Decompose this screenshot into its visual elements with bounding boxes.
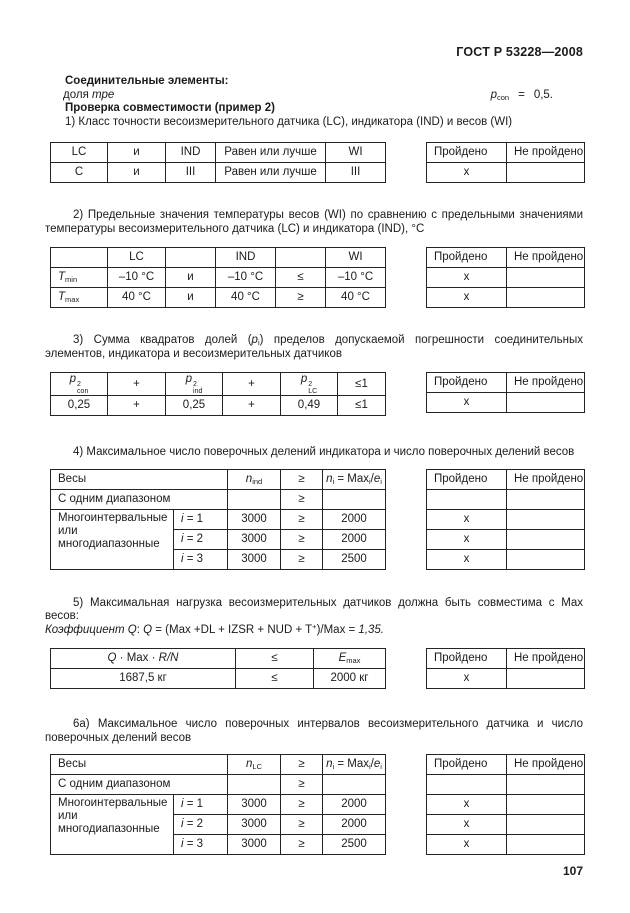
cell: 2000 кг — [314, 669, 386, 689]
i-cell: i = 3 — [174, 835, 228, 855]
cell: ≥ — [281, 795, 323, 815]
failed-mark — [507, 268, 585, 288]
cell: + — [108, 396, 166, 416]
cell: ≥ — [281, 509, 323, 529]
passed-mark: x — [427, 163, 507, 183]
dolya-text: доля тре — [63, 88, 115, 101]
relation-header: ≥ — [281, 469, 323, 489]
scales-header: Весы — [51, 469, 228, 489]
empty-cell — [323, 489, 386, 509]
passed-mark: x — [427, 835, 507, 855]
failed-mark — [507, 669, 585, 689]
table-row — [427, 373, 585, 393]
passed-mark — [427, 775, 507, 795]
t-max-cell: $T_{max}$ — [51, 288, 108, 308]
table-row — [51, 509, 386, 529]
section-5-tables — [50, 648, 583, 689]
cell: LC — [51, 143, 108, 163]
cell: C — [51, 163, 108, 183]
formula-header: $n_i = Max_i/e_i$ — [323, 755, 386, 775]
multi-range-label: Многоинтервальные или многодиапазонные — [51, 795, 174, 855]
cell: и — [108, 163, 166, 183]
cell: ≤ — [236, 669, 314, 689]
passed-header: Пройдено — [427, 373, 507, 393]
table-row — [427, 775, 585, 795]
table-row — [427, 815, 585, 835]
passed-mark: x — [427, 509, 507, 529]
failed-header: Не пройдено — [507, 248, 585, 268]
cell: + — [223, 373, 281, 396]
cell: –10 °С — [216, 268, 276, 288]
single-range-label: С одним диапазоном — [51, 775, 228, 795]
empty-cell — [228, 775, 281, 795]
table-row — [427, 755, 585, 775]
passed-mark: x — [427, 669, 507, 689]
section-1-check-table — [426, 142, 585, 183]
cell: 40 °С — [326, 288, 386, 308]
table-row — [427, 288, 585, 308]
table-row — [427, 393, 585, 413]
passed-header: Пройдено — [427, 755, 507, 775]
cell: 3000 — [228, 795, 281, 815]
failed-mark — [507, 529, 585, 549]
t-min-cell: $T_{min}$ — [51, 268, 108, 288]
empty-cell — [228, 489, 281, 509]
cell: III — [166, 163, 216, 183]
passed-mark: x — [427, 549, 507, 569]
i-cell: i = 2 — [174, 815, 228, 835]
cell: WI — [326, 248, 386, 268]
passed-mark — [427, 489, 507, 509]
failed-mark — [507, 795, 585, 815]
cell: ≤1 — [338, 373, 386, 396]
empty-cell — [276, 248, 326, 268]
cell: III — [326, 163, 386, 183]
cell: ≥ — [281, 529, 323, 549]
cell: ≥ — [281, 489, 323, 509]
cell: IND — [216, 248, 276, 268]
cell: 2000 — [323, 795, 386, 815]
cell: ≥ — [281, 775, 323, 795]
cell: 3000 — [228, 835, 281, 855]
cell: 0,25 — [166, 396, 223, 416]
single-range-label: С одним диапазоном — [51, 489, 228, 509]
relation-header: ≥ — [281, 755, 323, 775]
table-row — [51, 669, 386, 689]
section-2-tables — [50, 247, 583, 308]
section-3-tables — [50, 372, 583, 416]
cell: LC — [108, 248, 166, 268]
table-row — [427, 649, 585, 669]
page-number: 107 — [562, 864, 583, 878]
cell: 3000 — [228, 509, 281, 529]
n-lc-header: $n_{LC}$ — [228, 755, 281, 775]
cell: ≤1 — [338, 396, 386, 416]
cell: 1687,5 кг — [51, 669, 236, 689]
section-1-text: 1) Класс точности весоизмерительного датчика (LC), индикатора (IND) и весов (WI) — [65, 115, 513, 128]
cell: 0,25 — [51, 396, 108, 416]
failed-mark — [507, 489, 585, 509]
passed-header: Пройдено — [427, 649, 507, 669]
cell: ≥ — [281, 549, 323, 569]
failed-header: Не пройдено — [507, 649, 585, 669]
p2-ind-cell: p 2 ind — [166, 373, 223, 396]
table-row — [51, 775, 386, 795]
i-cell: i = 2 — [174, 529, 228, 549]
cell: 2000 — [323, 509, 386, 529]
section-6a-check-table — [426, 754, 585, 855]
section-6a-tables — [50, 754, 583, 855]
cell: 40 °С — [108, 288, 166, 308]
e-max-header: $E_{max}$ — [314, 649, 386, 669]
empty-cell — [166, 248, 216, 268]
section-2-check-table — [426, 247, 585, 308]
table-row — [427, 248, 585, 268]
failed-mark — [507, 775, 585, 795]
table-row — [51, 396, 386, 416]
failed-mark — [507, 835, 585, 855]
table-row — [427, 529, 585, 549]
i-cell: i = 3 — [174, 549, 228, 569]
compatibility-check-title: Проверка совместимости (пример 2) — [65, 102, 275, 114]
formula-header: $n_i = Max_i/e_i$ — [323, 469, 386, 489]
table-row — [51, 373, 386, 396]
table-row — [51, 248, 386, 268]
table-row — [427, 143, 585, 163]
failed-mark — [507, 393, 585, 413]
table-row — [427, 795, 585, 815]
cell: и — [108, 143, 166, 163]
cell: ≥ — [276, 288, 326, 308]
cell: и — [166, 268, 216, 288]
section-5-check-table — [426, 648, 585, 689]
section-1-table — [50, 142, 386, 183]
table-row — [51, 268, 386, 288]
cell: 3000 — [228, 549, 281, 569]
cell: ≥ — [281, 815, 323, 835]
p-con-value: $p_{con} = 0,5$. — [490, 88, 553, 102]
section-6a-table — [50, 754, 386, 855]
failed-mark — [507, 815, 585, 835]
table-row — [51, 489, 386, 509]
multi-range-label: Многоинтервальные или многодиапазонные — [51, 509, 174, 569]
i-cell: i = 1 — [174, 509, 228, 529]
passed-mark: x — [427, 529, 507, 549]
cell: Равен или лучше — [216, 143, 326, 163]
table-row — [51, 143, 386, 163]
scales-header: Весы — [51, 755, 228, 775]
cell: –10 °С — [108, 268, 166, 288]
table-row — [427, 509, 585, 529]
cell: 3000 — [228, 815, 281, 835]
cell: 3000 — [228, 529, 281, 549]
empty-cell — [323, 775, 386, 795]
table-row — [427, 669, 585, 689]
section-5-table — [50, 648, 386, 689]
failed-header: Не пройдено — [507, 373, 585, 393]
failed-mark — [507, 288, 585, 308]
cell: –10 °С — [326, 268, 386, 288]
cell: 40 °С — [216, 288, 276, 308]
failed-mark — [507, 549, 585, 569]
cell: 0,49 — [281, 396, 338, 416]
section-5-formula: Коэффициент Q: Q = (Max +DL + IZSR + NUD + T+)/Max = 1,35. — [45, 621, 384, 636]
cell: + — [223, 396, 281, 416]
section-6a-text: 6а) Максимальное число поверочных интервалов весоизмерительного датчика и число поверочных делений весов — [45, 718, 583, 744]
table-row — [427, 835, 585, 855]
cell: WI — [326, 143, 386, 163]
section-3-check-table — [426, 372, 585, 413]
section-1-tables — [50, 142, 583, 183]
section-4-table — [50, 469, 386, 570]
cell: 2500 — [323, 835, 386, 855]
cell: IND — [166, 143, 216, 163]
intro-block — [45, 75, 583, 129]
failed-header: Не пройдено — [507, 143, 585, 163]
i-cell: i = 1 — [174, 795, 228, 815]
cell: Равен или лучше — [216, 163, 326, 183]
p2-lc-cell: p 2 LC — [281, 373, 338, 396]
cell: ≤ — [276, 268, 326, 288]
cell: 2000 — [323, 529, 386, 549]
table-row — [51, 755, 386, 775]
failed-header: Не пройдено — [507, 755, 585, 775]
passed-header: Пройдено — [427, 143, 507, 163]
passed-mark: x — [427, 393, 507, 413]
section-4-check-table — [426, 469, 585, 570]
p2-con-cell: p 2 con — [51, 373, 108, 396]
connecting-elements-title: Соединительные элементы: — [65, 75, 229, 87]
passed-mark: x — [427, 268, 507, 288]
cell: 2500 — [323, 549, 386, 569]
table-row — [427, 163, 585, 183]
section-3-table — [50, 372, 386, 416]
q-max-rn-header: Q · Max · R/N — [51, 649, 236, 669]
table-row — [427, 489, 585, 509]
table-row — [427, 469, 585, 489]
passed-mark: x — [427, 815, 507, 835]
table-row — [427, 268, 585, 288]
relation-header: ≤ — [236, 649, 314, 669]
table-row — [51, 795, 386, 815]
table-row — [51, 649, 386, 669]
cell: ≥ — [281, 835, 323, 855]
cell: + — [108, 373, 166, 396]
section-4-text: 4) Максимальное число поверочных делений индикатора и число поверочных делений весов — [73, 446, 575, 458]
passed-mark: x — [427, 288, 507, 308]
passed-header: Пройдено — [427, 469, 507, 489]
table-row — [427, 549, 585, 569]
section-4-tables — [50, 469, 583, 570]
section-3-text: 3) Сумма квадратов долей $(p_i)$ пределов допускаемой погрешности соединительных элементов, индикатора и весоизмерительных датчиков — [45, 334, 583, 360]
failed-mark — [507, 509, 585, 529]
table-row — [51, 163, 386, 183]
n-ind-header: $n_{ind}$ — [228, 469, 281, 489]
passed-mark: x — [427, 795, 507, 815]
section-5-text: 5) Максимальная нагрузка весоизмерительных датчиков должна быть совместима с Max весов: — [45, 596, 583, 622]
passed-header: Пройдено — [427, 248, 507, 268]
empty-cell — [51, 248, 108, 268]
standard-number-header: ГОСТ Р 53228—2008 — [456, 45, 583, 59]
section-2-table — [50, 247, 386, 308]
cell: 2000 — [323, 815, 386, 835]
cell: и — [166, 288, 216, 308]
section-2-text: 2) Предельные значения температуры весов (WI) по сравнению с предельными значениями температуры весоизмерительного датчика (LC) и индикатора (IND), °С — [45, 209, 583, 235]
dolya-line — [45, 89, 583, 103]
table-row — [51, 469, 386, 489]
table-row — [51, 288, 386, 308]
failed-header: Не пройдено — [507, 469, 585, 489]
failed-mark — [507, 163, 585, 183]
